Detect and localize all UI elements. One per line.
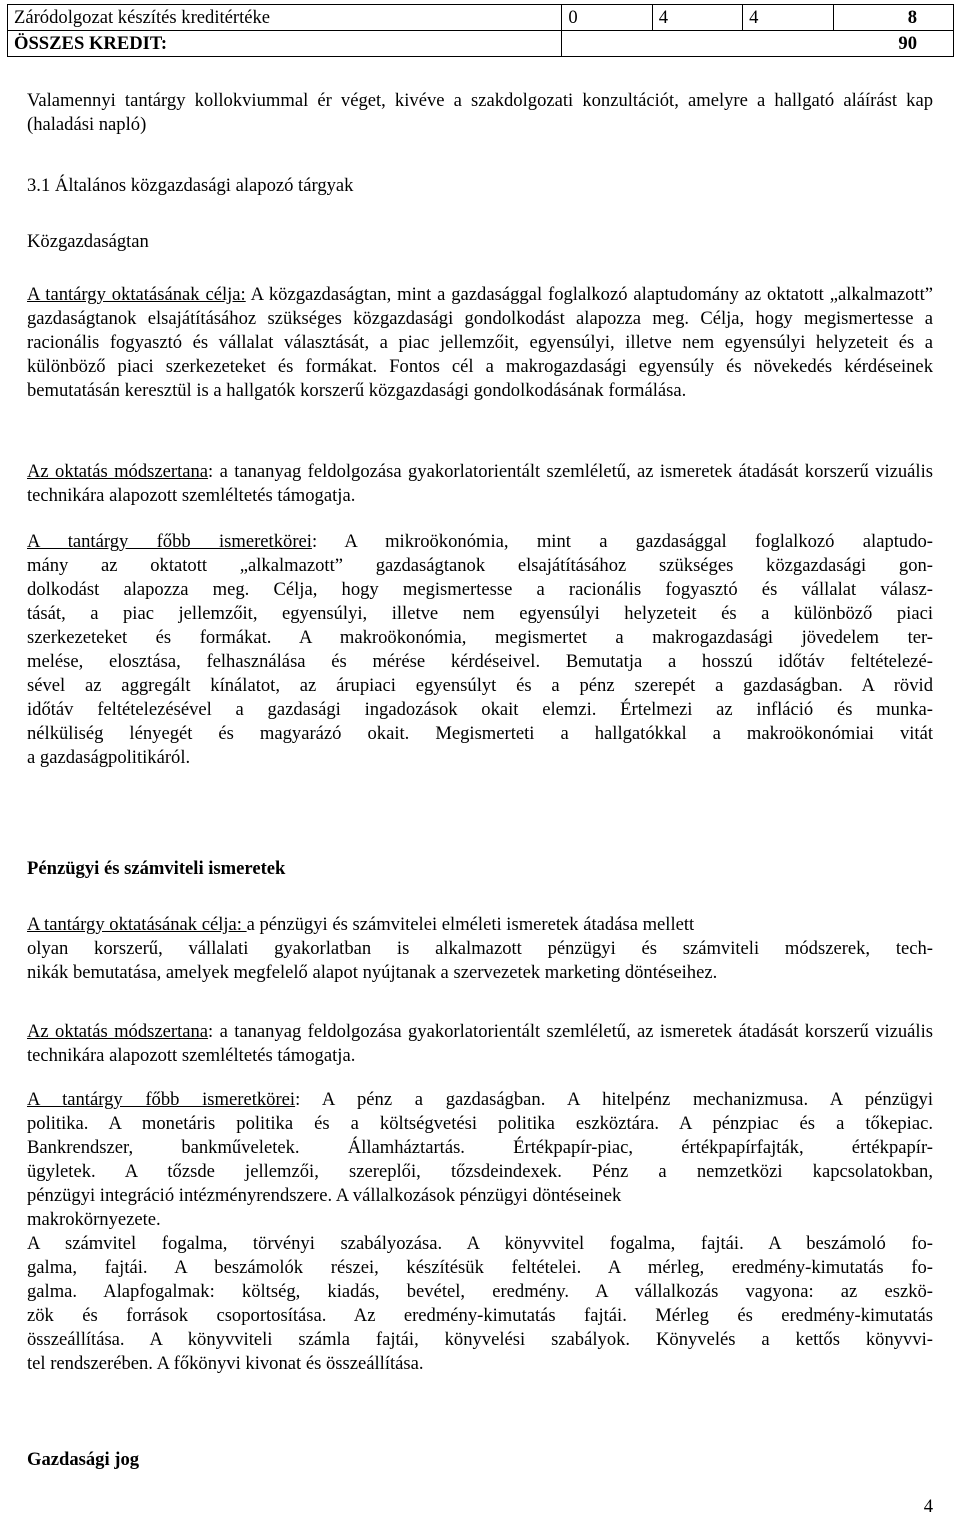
subject-title: Közgazdaságtan	[27, 231, 149, 252]
text-fragment: : A pénz a gazdaságban. A hitelpénz mechanizmusa. A pénzügyi	[295, 1089, 933, 1110]
text-line: olyan korszerű, vállalati gyakorlatban is alkalmazott pénzügyi és számviteli módszerek, tech-	[27, 938, 933, 959]
topics-label: A tantárgy főbb ismeretkörei	[27, 1089, 296, 1110]
text-line: Bankrendszer, bankműveletek. Államháztartás. Értékpapír-piac, értékpapírfajták, értékpapír-	[27, 1137, 933, 1158]
note-paragraph: Valamennyi tantárgy kollokviummal ér véget, kivéve a szakdolgozati konzultációt, amelyre a hallgató aláírást kap (haladási napló)	[27, 90, 933, 135]
goal-paragraph	[27, 913, 933, 985]
text-line: politika. A monetáris politika és a költségvetési politika eszköztára. A pénzpiac és a tőkepiac.	[27, 1113, 933, 1134]
method-text: : a tananyag feldolgozása gyakorlatorientált szemléletű, az ismeretek átadását korszerű vizuális technikára alapozott szemléltetés támogatja.	[27, 461, 934, 506]
text-line: nikák bemutatása, amelyek megfelelő alapot nyújtanak a szervezetek marketing döntéseihez.	[27, 962, 718, 983]
topics-label: A tantárgy főbb ismeretkörei	[27, 531, 312, 552]
text-line: galma, fajtái. A beszámolók részei, készítésük feltételei. A mérleg, eredmény-kimutatás fo-	[27, 1257, 933, 1278]
text-line: tását, a piac jellemzőit, egyensúlyi, illetve nem egyensúlyi helyzeteit és a különböző piaci	[27, 603, 933, 624]
page-number: 4	[923, 1496, 933, 1517]
text-line: ügyletek. A tőzsde jellemzői, szereplői, tőzsdeindexek. Pénz a nemzetközi kapcsolatokban,	[27, 1161, 933, 1182]
text-line: összeállítása. A könyvviteli számla fajtái, könyvelési szabályok. Könyvelés a kettős könyvvi-	[27, 1329, 933, 1350]
table-cell: 0	[562, 5, 652, 31]
topics-paragraph	[27, 530, 933, 770]
goal-paragraph	[27, 283, 933, 403]
text-line: sével az aggregált kínálatot, az árupiaci egyensúlyt és a pénz szerepét a gazdaságban. A rövid	[27, 675, 933, 696]
text-line: melése, elosztása, felhasználása és mérése kérdéseivel. Bemutatja a hosszú időtáv feltételezé-	[27, 651, 933, 672]
text-line: A számvitel fogalma, törvényi szabályozása. A könyvvitel fogalma, fajtái. A beszámoló fo-	[27, 1233, 933, 1254]
method-paragraph	[27, 1020, 933, 1068]
text-line: dolkodást alapozza meg. Célja, hogy megismertesse a racionális fogyasztó és vállalat válasz-	[27, 579, 933, 600]
table-row	[8, 5, 954, 31]
table-cell: 8	[833, 5, 953, 31]
goal-text: A közgazdaságtan, mint a gazdasággal foglalkozó alaptudomány az oktatott „alkalmazott” gazdaságtanok elsajátításához szükséges közgazdasági gondolkodást alapozza meg. Célja, hogy megismertesse a racionális fogyasztó és vállalat választását, a piac jellemzőit, egyensúlyi, illetve nem egyensúlyi helyzeteit és a különböző piaci szerkezeteket és formákat. Fontos cél a makrogazdasági egyensúly és növekedés kérdéseinek bemutatásán keresztül is a hallgatók korszerű közgazdasági gondolkodásának formálása.	[27, 284, 933, 401]
table-cell-label: ÖSSZES KREDIT:	[8, 31, 562, 57]
text-line	[27, 530, 933, 554]
text-fragment: : A mikroökonómia, mint a gazdasággal foglalkozó alaptudo-	[311, 531, 934, 552]
text-line: nélküliség lényegét és magyarázó okait. Megismerteti a hallgatókkal a makroökonómiai vitát	[27, 723, 933, 744]
topics-paragraph	[27, 1088, 933, 1376]
table-cell-total: 90	[562, 31, 954, 57]
text-line: zök és források csoportosítása. Az eredmény-kimutatás fajtái. Mérleg és eredmény-kimutatás	[27, 1305, 933, 1326]
credit-table	[7, 4, 954, 57]
text-line: a gazdaságpolitikáról.	[27, 747, 191, 768]
goal-label: A tantárgy oktatásának célja:	[27, 284, 246, 305]
text-fragment: a pénzügyi és számvitelei elméleti ismeretek átadása mellett	[246, 914, 695, 935]
text-line: mány az oktatott „alkalmazott” gazdaságtanok elsajátításához szükséges közgazdasági gon-	[27, 555, 933, 576]
table-row	[8, 31, 954, 57]
text-line: makrokörnyezete.	[27, 1209, 161, 1230]
section-title: 3.1 Általános közgazdasági alapozó tárgyak	[27, 175, 354, 196]
table-cell-label: Záródolgozat készítés kreditértéke	[8, 5, 562, 31]
method-label: Az oktatás módszertana	[27, 1021, 209, 1042]
subject-title: Pénzügyi és számviteli ismeretek	[27, 858, 286, 879]
method-label: Az oktatás módszertana	[27, 461, 209, 482]
table-cell: 4	[652, 5, 742, 31]
table-cell: 4	[743, 5, 833, 31]
goal-label: A tantárgy oktatásának célja:	[27, 914, 247, 935]
method-paragraph	[27, 460, 933, 508]
text-line	[27, 1088, 933, 1112]
text-line: tel rendszerében. A főkönyvi kivonat és összeállítása.	[27, 1353, 424, 1374]
text-line	[27, 913, 933, 937]
text-line: időtáv feltételezésével a gazdasági ingadozások okait elemzi. Értelmezi az infláció és munka-	[27, 699, 933, 720]
method-text: : a tananyag feldolgozása gyakorlatorientált szemléletű, az ismeretek átadását korszerű vizuális technikára alapozott szemléltetés támogatja.	[27, 1021, 934, 1066]
subject-title: Gazdasági jog	[27, 1449, 140, 1470]
text-line: szerkezeteket és formákat. A makroökonómia, megismertet a makrogazdasági jövedelem ter-	[27, 627, 933, 648]
text-line: pénzügyi integráció intézményrendszere. A vállalkozások pénzügyi döntéseinek	[27, 1185, 622, 1206]
text-line: galma. Alapfogalmak: költség, kiadás, bevétel, eredmény. A vállalkozás vagyona: az eszkö-	[27, 1281, 933, 1302]
